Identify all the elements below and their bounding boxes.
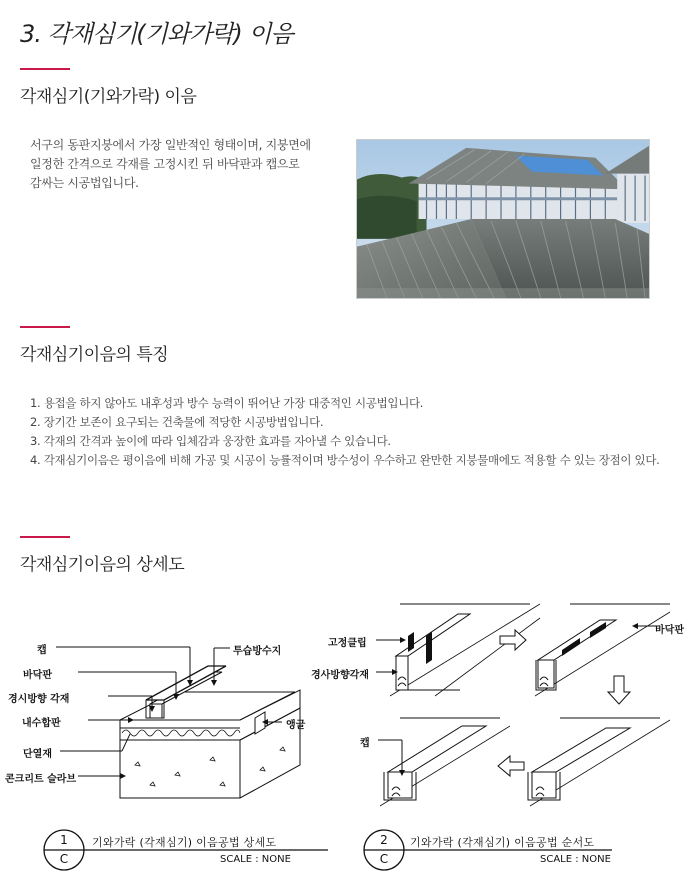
caption-scale: SCALE : NONE (540, 854, 611, 865)
features-list (30, 394, 670, 470)
caption-number: 2 (380, 833, 388, 847)
list-item: 1. 용접을 하지 않아도 내후성과 방수 능력이 뛰어난 가장 대중적인 시공법입니다. (30, 396, 424, 410)
label-insulation: 단열재 (23, 749, 52, 760)
label-bottom-plate: 바닥판 (23, 670, 52, 681)
list-item: 4. 각재심기이음은 평이음에 비해 가공 및 시공이 능률적이며 방수성이 우수하고 완만한 지붕물매에도 적용할 수 있는 장점이 있다. (30, 453, 660, 467)
intro-line: 감싸는 시공법입니다. (30, 176, 139, 190)
caption-letter: C (59, 852, 69, 866)
list-item: 3. 각재의 간격과 높이에 따라 입체감과 웅장한 효과를 자아낼 수 있습니다. (30, 434, 391, 448)
label-cap: 캡 (37, 645, 47, 656)
intro-paragraph (30, 136, 340, 193)
list-item: 2. 장기간 보존이 요구되는 건축물에 적당한 시공방법입니다. (30, 415, 324, 429)
label-slope-batten-2: 경사방향각재 (311, 670, 369, 681)
label-angle: 앵글 (286, 720, 306, 731)
label-concrete-slab: 콘크리트 슬라브 (5, 774, 77, 785)
intro-line: 서구의 동판지붕에서 가장 일반적인 형태이며, 지붕면에 (30, 138, 311, 152)
label-fixing-clip: 고정클립 (328, 638, 367, 649)
caption-title: 기와가락 (각재심기) 이음공법 순서도 (410, 836, 595, 849)
section-divider (20, 68, 70, 70)
intro-line: 일정한 간격으로 각재를 고정시킨 뒤 바닥판과 캡으로 (30, 157, 300, 171)
section-divider (20, 536, 70, 538)
section-title-details: 각재심기이음의 상세도 (20, 555, 185, 575)
caption-letter: C (379, 852, 389, 866)
section-title-intro: 각재심기(기와가락) 이음 (20, 87, 197, 107)
label-breathable-sheet: 투습방수지 (233, 646, 282, 657)
section-divider (20, 326, 70, 328)
sequence-drawing (340, 596, 690, 821)
detail-drawing (0, 600, 345, 825)
caption-title: 기와가락 (각재심기) 이음공법 상세도 (92, 836, 277, 849)
label-waterproof-plywood: 내수합판 (22, 718, 61, 729)
page-title: 3. 각재심기(기와가락) 이음 (20, 20, 293, 48)
caption-number: 1 (60, 833, 68, 847)
caption-scale: SCALE : NONE (220, 854, 291, 865)
label-cap-2: 캡 (360, 738, 370, 749)
label-slope-batten: 경시방향 각재 (8, 694, 70, 705)
label-bottom-plate-2: 바닥판 (655, 625, 684, 636)
section-title-features: 각재심기이음의 특징 (20, 345, 169, 365)
roof-photo (356, 139, 650, 299)
